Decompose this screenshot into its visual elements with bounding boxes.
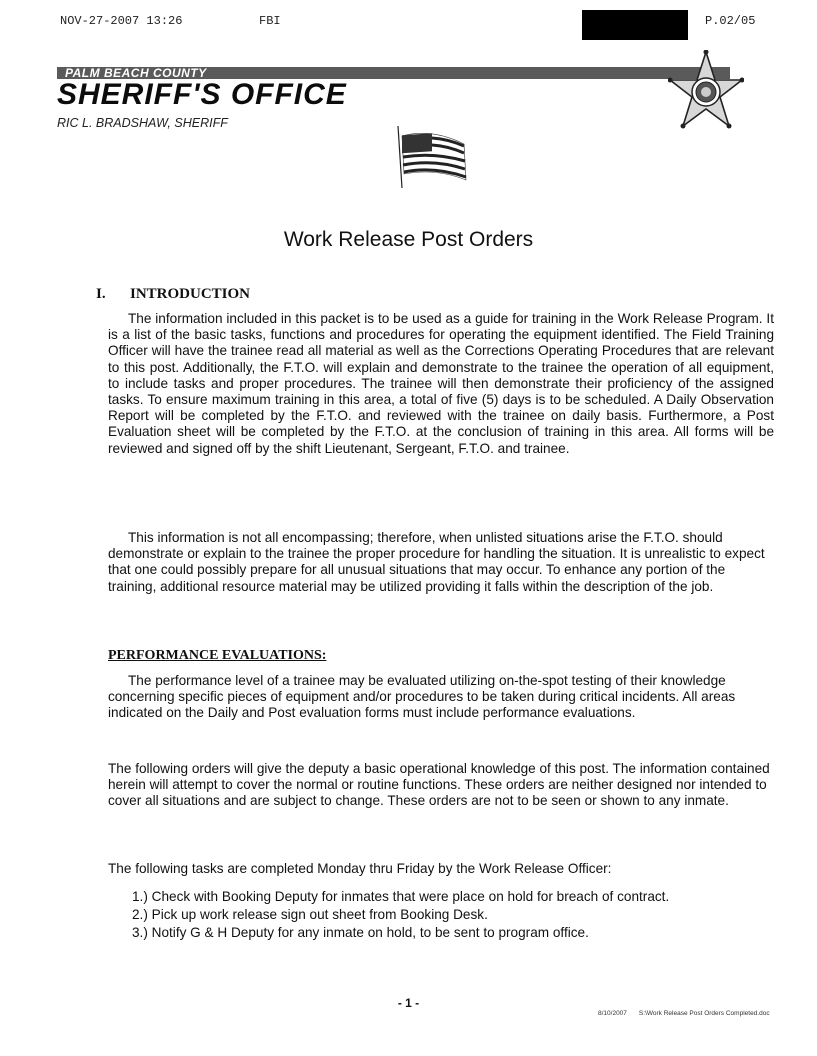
document-title: Work Release Post Orders	[283, 228, 534, 251]
office-name: SHERIFF'S OFFICE	[57, 78, 347, 111]
fax-sender: FBI	[259, 14, 281, 28]
fax-header	[60, 14, 770, 34]
american-flag-icon	[392, 124, 474, 190]
section-number: I.	[96, 286, 106, 302]
list-item: 2.) Pick up work release sign out sheet from Booking Desk.	[132, 907, 488, 922]
page-number: - 1 -	[397, 996, 420, 1010]
intro-paragraph-1: The information included in this packet is to be used as a guide for training in the Work Release Program. It is a list of the basic tasks, functions and procedures for operating the equipment identified. The Field Training Officer will have the trainee read all material as well as the Corrections Operating Procedures that are relevant to this post. Additionally, the F.T.O. will explain and demonstrate to the trainee the operation of all equipment, to include tasks and proper procedures. The trainee will then demonstrate their proficiency of the assigned tasks. To ensure maximum training in this area, a total of five (5) days is to be scheduled. A Daily Observation Report will be completed by the F.T.O. and reviewed with the trainee on daily basis. Furthermore, a Post Evaluation sheet will be completed by the F.T.O. at the conclusion of training in this area. All forms will be reviewed and signed off by the shift Lieutenant, Sergeant, F.T.O. and trainee.	[108, 311, 774, 456]
list-item: 3.) Notify G & H Deputy for any inmate on hold, to be sent to program office.	[132, 925, 589, 940]
sheriff-name: RIC L. BRADSHAW, SHERIFF	[57, 116, 228, 130]
performance-heading: PERFORMANCE EVALUATIONS:	[108, 648, 327, 663]
redaction-block	[582, 10, 688, 40]
county-name: PALM BEACH COUNTY	[65, 66, 207, 80]
footer-date: 8/10/2007	[598, 1010, 627, 1017]
document-footer	[598, 1010, 782, 1017]
task-list	[132, 888, 782, 942]
tasks-intro: The following tasks are completed Monday thru Friday by the Work Release Officer:	[108, 861, 612, 876]
orders-paragraph: The following orders will give the deputy a basic operational knowledge of this post. The information contained herein will attempt to cover the normal or routine functions. These orders are neither designed nor intended to cover all situations and are subject to change. These orders are not to be seen or shown to any inmate.	[108, 761, 770, 809]
section-title: INTRODUCTION	[130, 286, 251, 302]
performance-paragraph: The performance level of a trainee may be evaluated utilizing on-the-spot testing of their knowledge concerning specific pieces of equipment and/or procedures to be taken during critical incidents. All areas indicated on the Daily and Post evaluation forms must include performance evaluations.	[108, 673, 736, 721]
fax-page-count: P.02/05	[705, 14, 756, 28]
fax-datetime: NOV-27-2007 13:26	[60, 14, 183, 28]
intro-paragraph-2: This information is not all encompassing; therefore, when unlisted situations arise the F.T.O. should demonstrate or explain to the trainee the proper procedure for handling the situation. It is unrealistic to expect that one could possibly prepare for all unusual situations that may occur. To enhance any portion of the training, additional resource material may be utilized providing it falls within the description of the job.	[108, 530, 765, 594]
footer-filename: S:\Work Release Post Orders Completed.doc	[638, 1010, 770, 1017]
sheriff-star-badge-icon	[668, 50, 744, 136]
list-item: 1.) Check with Booking Deputy for inmates that were place on hold for breach of contract.	[132, 889, 670, 904]
section-heading	[96, 286, 250, 303]
